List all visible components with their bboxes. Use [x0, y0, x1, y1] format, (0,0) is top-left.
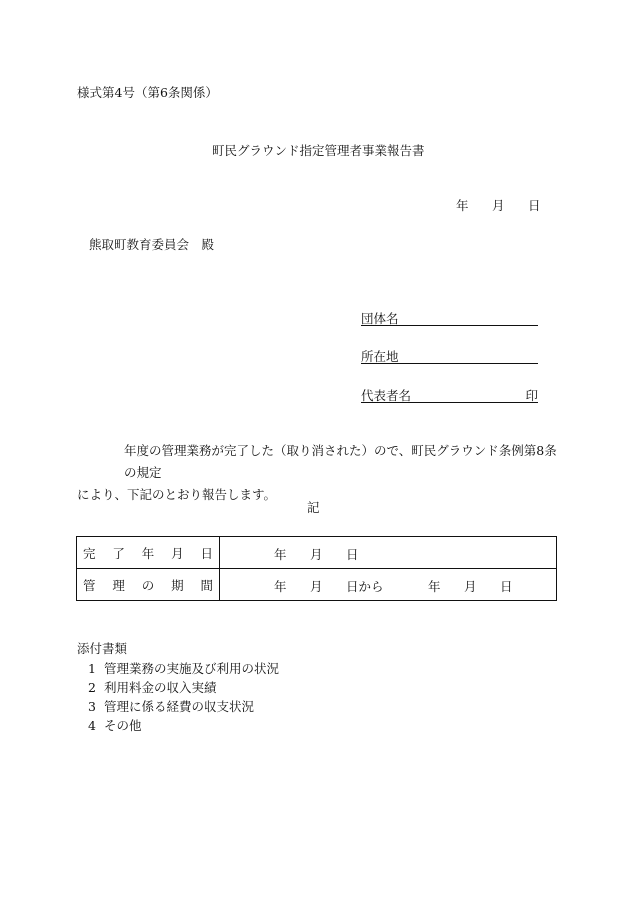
value-day-from: 日から — [346, 579, 384, 594]
value-month: 月 — [310, 547, 323, 562]
attachment-item — [88, 661, 279, 676]
label-char: 期 — [171, 577, 184, 593]
attachment-text: 管理業務の実施及び利用の状況 — [104, 661, 280, 676]
attachment-num: 3 — [88, 699, 96, 714]
label-char: 年 — [141, 545, 155, 561]
label-char: 月 — [171, 545, 184, 561]
org-name-field[interactable] — [361, 309, 538, 326]
value-month-end: 月 — [464, 579, 477, 594]
label-char: 了 — [112, 545, 125, 561]
org-name-label: 団体名 — [361, 311, 399, 326]
label-char: 間 — [200, 577, 213, 593]
attachment-item — [88, 680, 217, 695]
addressee: 熊取町教育委員会 殿 — [89, 237, 215, 252]
value-month: 月 — [310, 579, 323, 594]
attachment-text: 管理に係る経費の収支状況 — [104, 699, 255, 714]
value-day: 日 — [346, 547, 359, 562]
completion-date-value[interactable] — [220, 537, 557, 569]
attachment-item — [88, 718, 142, 733]
document-title: 町民グラウンド指定管理者事業報告書 — [212, 143, 425, 158]
management-period-value[interactable] — [220, 569, 557, 601]
attachment-num: 1 — [88, 661, 96, 676]
address-label: 所在地 — [361, 349, 399, 364]
label-char: 理 — [112, 577, 125, 593]
date-month: 月 — [492, 198, 505, 213]
management-period-label — [77, 569, 220, 601]
completion-date-row — [77, 537, 557, 569]
attachment-text: その他 — [104, 718, 142, 733]
value-year: 年 — [274, 579, 287, 594]
report-table — [76, 536, 557, 601]
label-char: 管 — [83, 577, 96, 593]
value-year: 年 — [274, 547, 287, 562]
label-char: 日 — [200, 545, 213, 561]
attachment-num: 2 — [88, 680, 96, 695]
attachments-heading: 添付書類 — [77, 641, 128, 656]
value-year-end: 年 — [428, 579, 441, 594]
attachment-text: 利用料金の収入実績 — [104, 680, 217, 695]
representative-field[interactable] — [361, 386, 538, 403]
representative-label: 代表者名 — [361, 388, 412, 403]
label-char: の — [141, 577, 155, 593]
report-body — [77, 440, 557, 506]
report-body-line1: 年度の管理業務が完了した（取り消された）ので、町民グラウンド条例第8条の規定 — [124, 443, 557, 480]
address-field[interactable] — [361, 347, 538, 364]
attachment-item — [88, 699, 254, 714]
form-number: 様式第4号（第6条関係） — [77, 85, 218, 100]
management-period-row — [77, 569, 557, 601]
report-body-line2: により、下記のとおり報告します。 — [77, 487, 277, 502]
date-day: 日 — [528, 198, 541, 213]
attachment-num: 4 — [88, 718, 96, 733]
label-char: 完 — [83, 545, 96, 561]
seal-mark: 印 — [525, 388, 538, 403]
date-year: 年 — [456, 198, 469, 213]
completion-date-label — [77, 537, 220, 569]
value-day-end: 日 — [500, 579, 513, 594]
ki-heading: 記 — [307, 500, 320, 515]
